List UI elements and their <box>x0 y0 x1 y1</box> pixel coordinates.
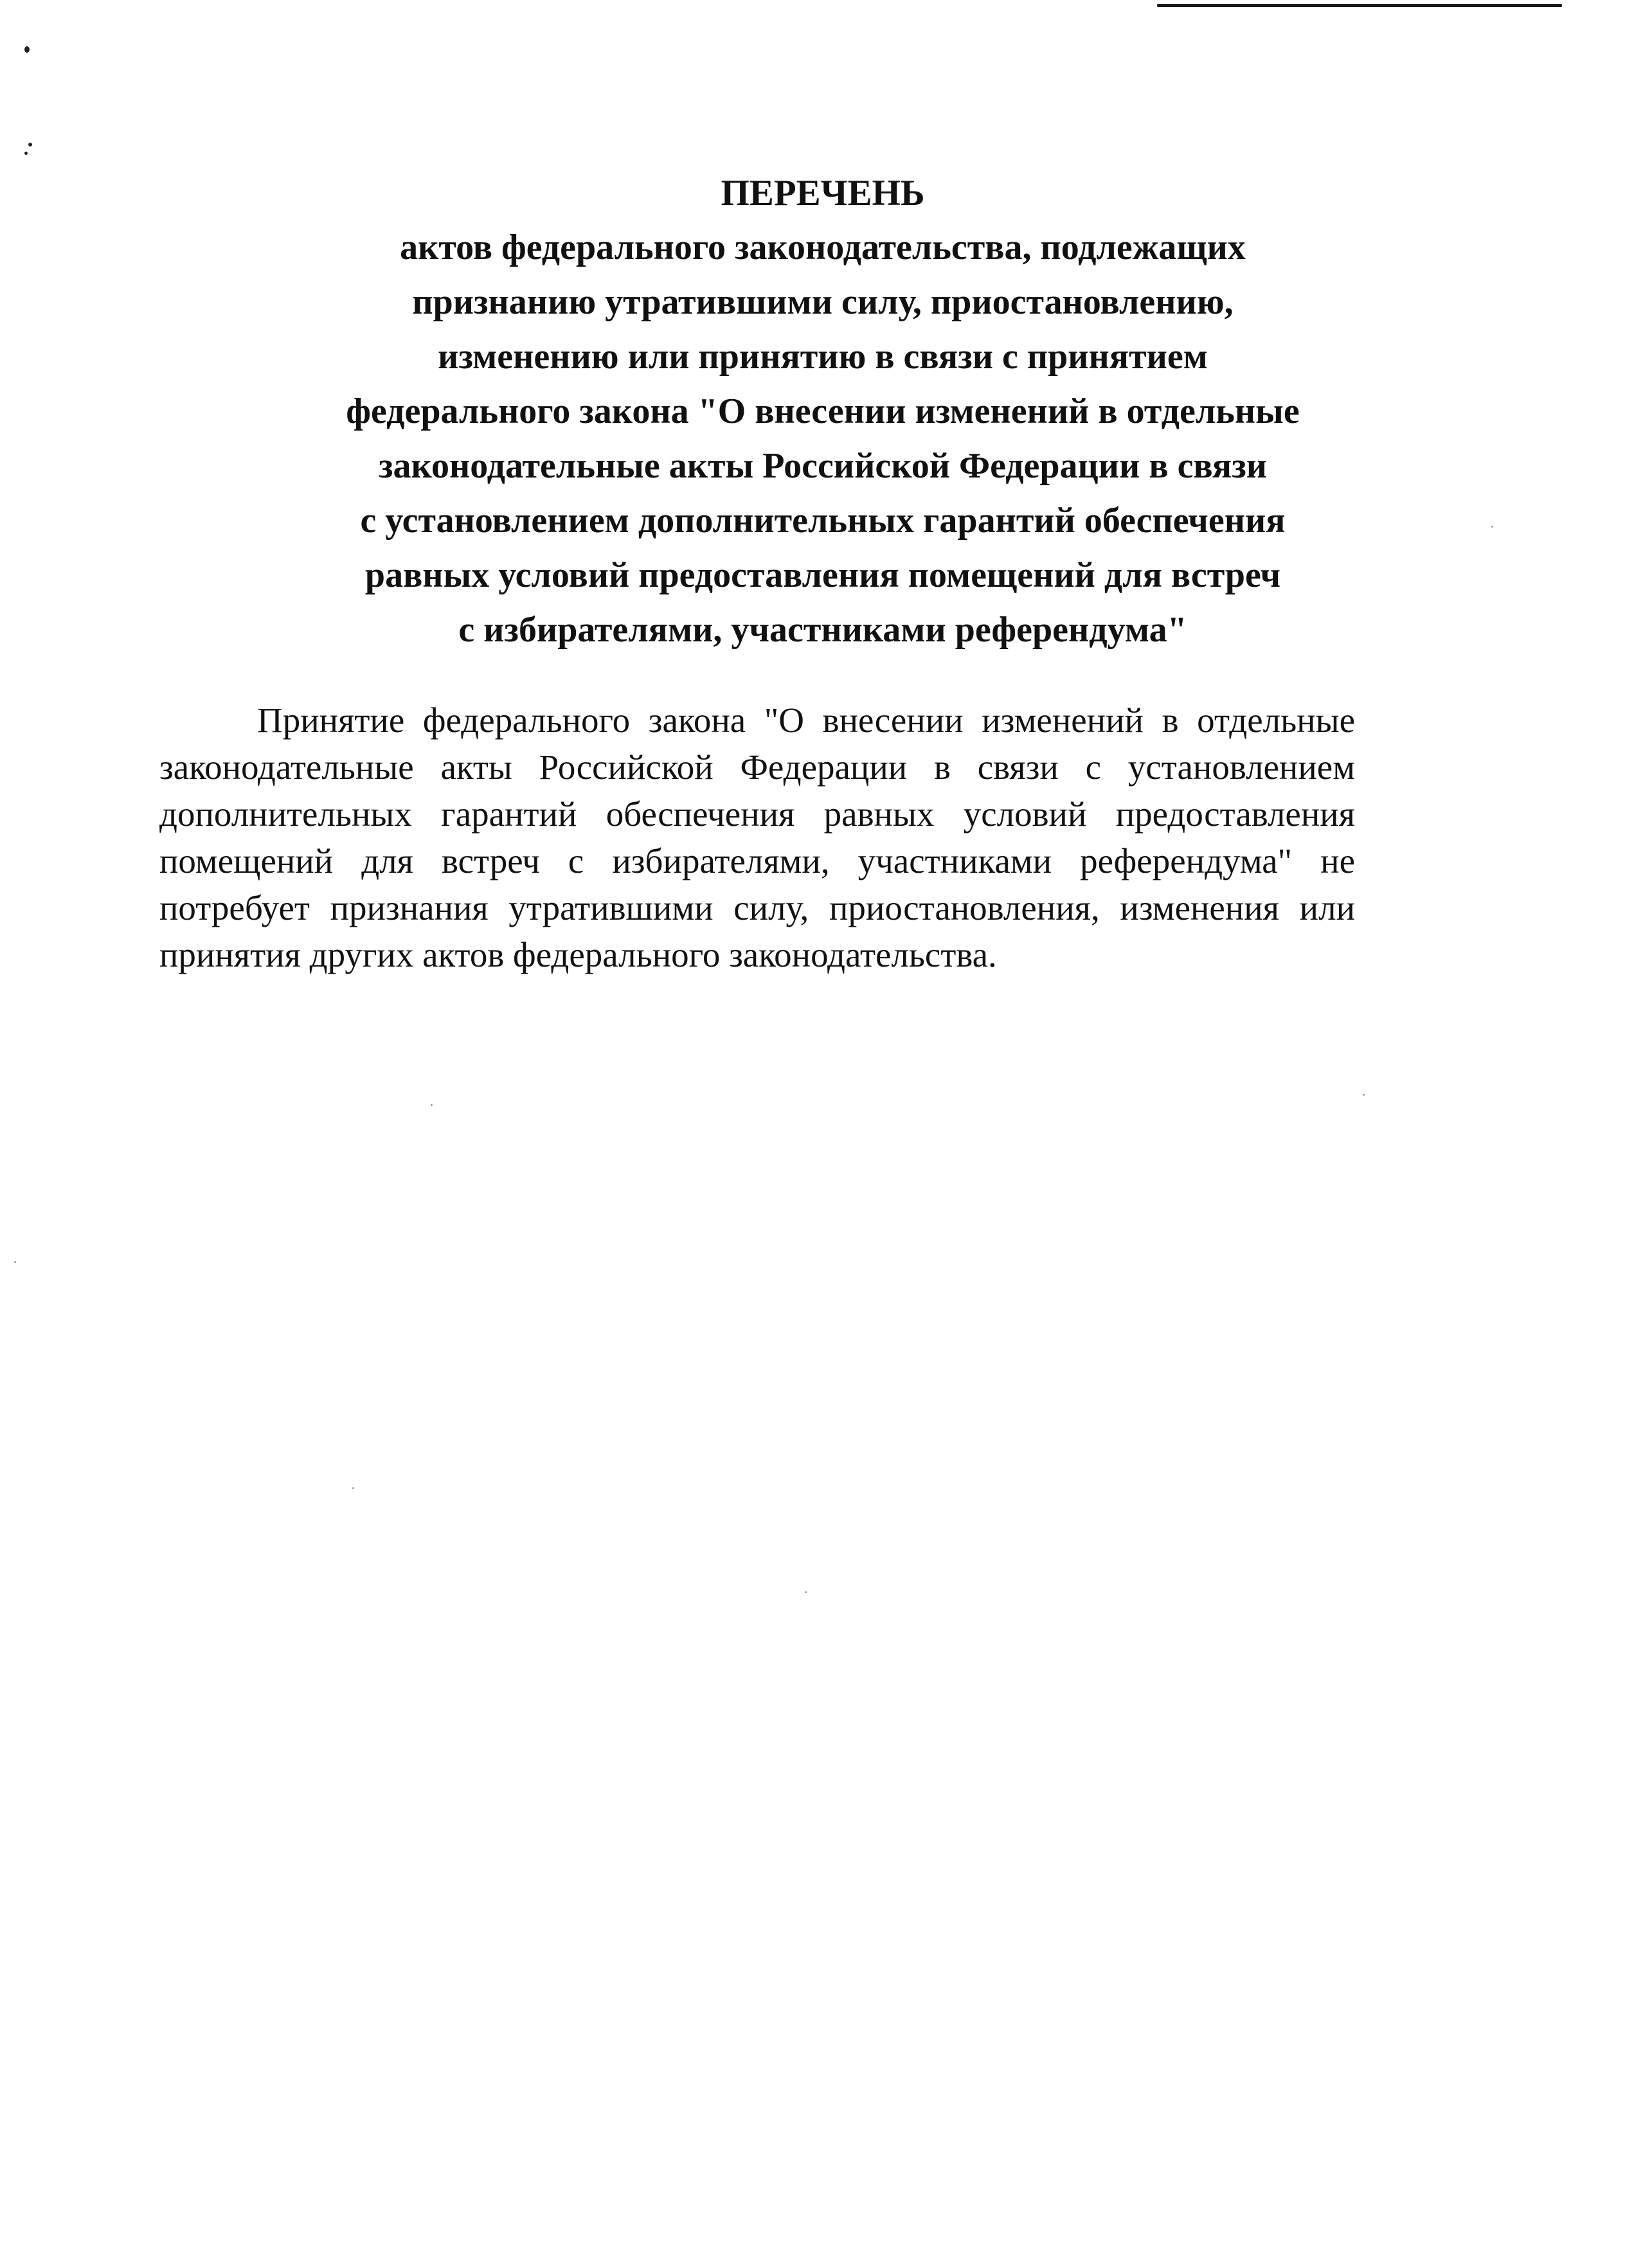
scan-dot <box>14 1261 16 1263</box>
scan-dot <box>1363 1094 1365 1096</box>
subtitle-line: законодательные акты Российской Федерации в связи <box>378 446 1267 486</box>
document-title-block <box>244 166 1401 657</box>
scan-speck <box>24 46 30 53</box>
subtitle-line: актов федерального законодательства, подлежащих <box>400 228 1246 267</box>
subtitle-line: признанию утратившими силу, приостановлению, <box>412 282 1234 322</box>
scan-dot <box>805 1591 807 1593</box>
scan-artifact-line <box>1157 4 1562 7</box>
subtitle-line: равных условий предоставления помещений для встреч <box>364 555 1281 595</box>
subtitle-line: изменению или принятию в связи с принятием <box>438 337 1208 377</box>
document-heading: ПЕРЕЧЕНЬ <box>721 173 925 213</box>
scan-dot <box>352 1487 354 1489</box>
subtitle-line: с установлением дополнительных гарантий обеспечения <box>360 501 1286 540</box>
body-paragraph: Принятие федерального закона "О внесении изменений в отдельные законодательные акты Российской Федерации в связи с установлением дополнительных гарантий обеспечения равных условий предоставления помещений для встреч с избирателями, участниками референдума" не потребует признания утратившими силу, приостановления, изменения или принятия других актов федерального законодательства. <box>159 701 1355 974</box>
subtitle-line: федерального закона "О внесении изменений в отдельные <box>346 391 1300 431</box>
scan-speck <box>28 143 32 147</box>
scan-dot <box>1491 526 1493 528</box>
scan-dot <box>431 1104 433 1106</box>
subtitle-line: с избирателями, участниками референдума" <box>458 610 1187 650</box>
scan-speck <box>24 152 28 155</box>
